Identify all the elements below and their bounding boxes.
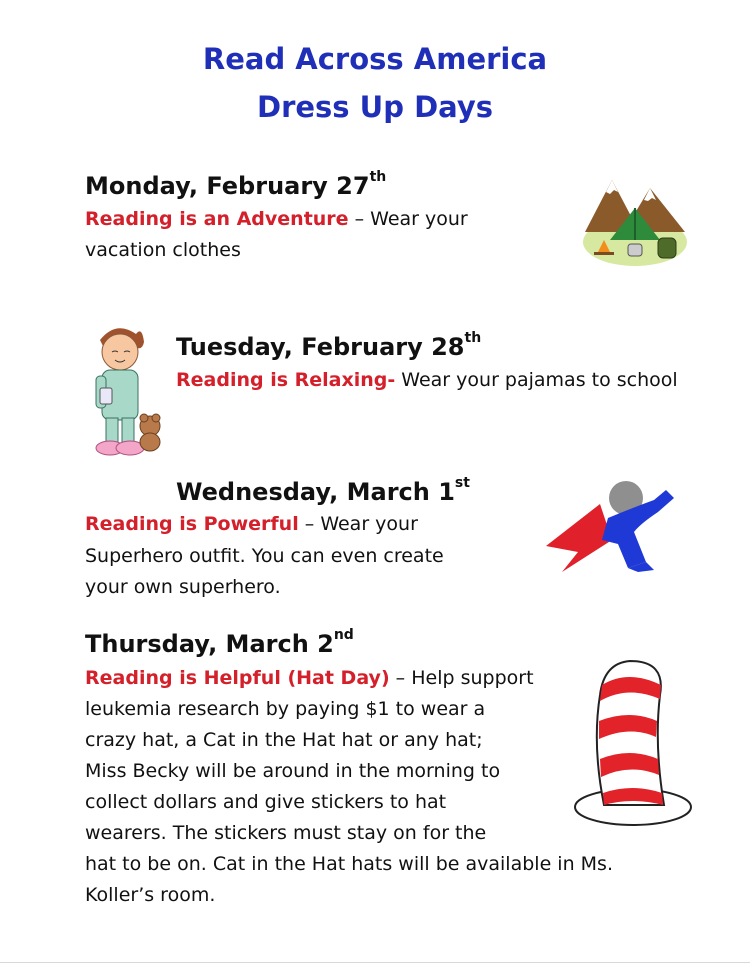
wednesday-date: Wednesday, March 1 [176,478,455,506]
thursday-line-5: collect dollars and give stickers to hat [85,791,447,813]
monday-date-suffix: th [369,169,387,185]
thursday-line-1 [85,667,534,689]
monday-text-1: – Wear your [348,208,468,230]
thursday-date: Thursday, March 2 [85,630,334,658]
wednesday-date-suffix: st [454,475,470,491]
thursday-line-2: leukemia research by paying $1 to wear a [85,698,486,720]
tuesday-theme: Reading is Relaxing- [176,369,396,391]
wednesday-line-2: Superhero outfit. You can even create [85,545,444,567]
monday-line-2: vacation clothes [85,239,241,261]
tuesday-date-suffix: th [464,330,482,346]
monday-date: Monday, February 27 [85,172,370,200]
monday-heading [85,169,387,200]
camping-scene-icon [580,170,690,270]
tuesday-heading [176,330,482,361]
title-line-1: Read Across America [202,42,548,76]
wednesday-line-3: your own superhero. [85,576,281,598]
thursday-text-1: – Help support [389,667,534,689]
thursday-line-6: wearers. The stickers must stay on for the [85,822,487,844]
monday-theme: Reading is an Adventure [85,208,349,230]
thursday-heading [85,627,354,658]
title-line-2: Dress Up Days [257,90,493,124]
tuesday-date: Tuesday, February 28 [176,333,465,361]
wednesday-text-1: – Wear your [298,513,418,535]
thursday-line-7: hat to be on. Cat in the Hat hats will be available in Ms. [85,853,613,875]
superhero-icon [542,478,682,583]
wednesday-theme: Reading is Powerful [85,513,299,535]
thursday-line-3: crazy hat, a Cat in the Hat hat or any hat; [85,729,483,751]
wednesday-line-1 [85,513,418,535]
thursday-date-suffix: nd [333,627,354,643]
monday-line-1 [85,208,468,230]
thursday-line-8: Koller’s room. [85,884,216,906]
wednesday-heading [176,475,470,506]
thursday-line-4: Miss Becky will be around in the morning to [85,760,501,782]
page-bottom-edge [0,962,750,963]
tuesday-line-1 [176,369,678,391]
striped-hat-icon [568,655,698,830]
tuesday-text-1: Wear your pajamas to school [395,369,678,391]
pajama-boy-icon [78,318,168,463]
thursday-theme: Reading is Helpful (Hat Day) [85,667,390,689]
